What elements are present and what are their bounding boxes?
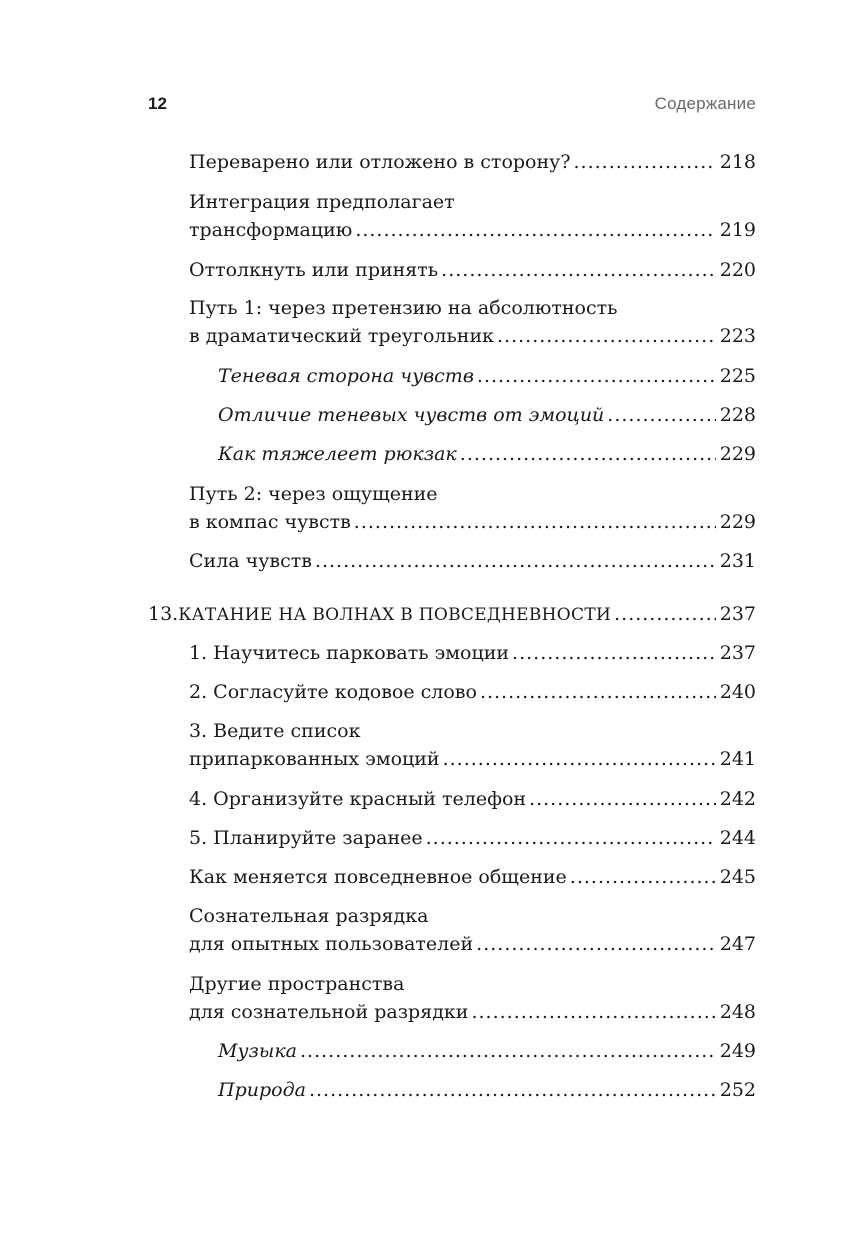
toc-entry — [189, 547, 756, 575]
toc-entry — [189, 902, 756, 958]
toc-entry — [189, 785, 756, 813]
toc-entry-title: 4. Организуйте красный телефон — [189, 788, 527, 810]
dot-leader — [355, 216, 715, 244]
toc-entry — [189, 970, 756, 1026]
toc-page-number: 229 — [719, 511, 756, 533]
dot-leader — [300, 1037, 716, 1065]
toc-chapter-entry — [148, 600, 756, 629]
toc-entry-title: 1. Научитесь парковать эмоции — [189, 642, 510, 664]
toc-entry-title: Оттолкнуть или принять — [189, 259, 439, 281]
toc-subentry — [218, 1076, 756, 1104]
dot-leader — [476, 930, 716, 958]
toc-subentry — [218, 401, 756, 429]
dot-leader — [570, 863, 716, 891]
dot-leader — [574, 148, 716, 176]
dot-leader — [315, 547, 716, 575]
toc-entry-title: Сила чувств — [189, 550, 312, 572]
toc-page-number: 244 — [719, 827, 756, 849]
toc-entry-title-continued: для сознательной разрядки — [189, 1001, 469, 1023]
toc-page-number: 242 — [719, 788, 756, 810]
toc-page-number: 248 — [719, 1001, 756, 1023]
toc-subentry — [218, 440, 756, 468]
toc-entry-title-continued: в компас чувств — [189, 511, 351, 533]
toc-page-number: 249 — [719, 1040, 756, 1062]
toc-page-number: 231 — [719, 550, 756, 572]
toc-entry-title: Сознательная разрядка — [189, 905, 429, 927]
toc-entry — [189, 863, 756, 891]
toc-page-number: 247 — [719, 933, 756, 955]
dot-leader — [512, 639, 716, 667]
toc-entry-title-continued: для опытных пользователей — [189, 933, 474, 955]
toc-entry-title-continued: трансформацию — [189, 219, 353, 241]
toc-entry-title: 5. Планируйте заранее — [189, 827, 423, 849]
toc-page-number: 218 — [719, 151, 756, 173]
dot-leader — [477, 362, 716, 390]
toc-page-number: 237 — [719, 603, 756, 625]
page-number: 12 — [148, 94, 167, 113]
toc-entry-title: Как меняется повседневное общение — [189, 866, 567, 888]
dot-leader — [471, 998, 715, 1026]
dot-leader — [309, 1076, 716, 1104]
toc-entry-title: Музыка — [218, 1040, 297, 1062]
toc-page-number: 223 — [719, 325, 756, 347]
toc-entry — [189, 148, 756, 176]
toc-entry-title: Теневая сторона чувств — [218, 365, 474, 387]
toc-entry — [189, 639, 756, 667]
toc-entry-title-continued: в драматический треугольник — [189, 325, 495, 347]
toc-subentry — [218, 362, 756, 390]
toc-page-number: 252 — [719, 1079, 756, 1101]
toc-page-number: 229 — [719, 443, 756, 465]
dot-leader — [529, 785, 716, 813]
chapter-title: КАТАНИЕ НА ВОЛНАХ В ПОВСЕДНЕВНОСТИ — [178, 605, 612, 625]
dot-leader — [607, 401, 715, 429]
chapter-number: 13. — [148, 603, 179, 625]
toc-page-number: 240 — [719, 681, 756, 703]
toc-entry-title: Интеграция предполагает — [189, 191, 455, 213]
toc-subentry — [218, 1037, 756, 1065]
toc-page-number: 220 — [719, 259, 756, 281]
toc-page-number: 245 — [719, 866, 756, 888]
toc-page-number: 228 — [719, 404, 756, 426]
toc-entry-title-continued: припаркованных эмоций — [189, 748, 440, 770]
toc-page-number: 219 — [719, 219, 756, 241]
toc-entry-title: Другие пространства — [189, 973, 405, 995]
toc-entry-title: Природа — [218, 1079, 306, 1101]
running-head: Содержание — [654, 94, 756, 113]
toc-entry — [189, 824, 756, 852]
toc-entry-title: Отличие теневых чувств от эмоций — [218, 404, 605, 426]
dot-leader — [614, 600, 716, 628]
toc-page-number: 237 — [719, 642, 756, 664]
toc-entry — [189, 480, 756, 536]
dot-leader — [426, 824, 716, 852]
dot-leader — [497, 322, 716, 350]
toc-entry-title: Путь 1: через претензию на абсолютность — [189, 297, 618, 319]
toc-entry-title: 3. Ведите список — [189, 720, 361, 742]
toc-entry — [189, 256, 756, 284]
toc-entry — [189, 717, 756, 773]
toc-entry-title: Как тяжелеет рюкзак — [218, 443, 457, 465]
toc-entry — [189, 188, 756, 244]
toc-entry-title: 2. Согласуйте кодовое слово — [189, 681, 477, 703]
dot-leader — [441, 256, 716, 284]
toc-entry-title: Переварено или отложено в сторону? — [189, 151, 571, 173]
toc-entry — [189, 294, 756, 350]
toc-page-number: 225 — [719, 365, 756, 387]
toc-entry-title: Путь 2: через ощущение — [189, 483, 438, 505]
dot-leader — [460, 440, 716, 468]
dot-leader — [443, 745, 716, 773]
toc-entry — [189, 678, 756, 706]
dot-leader — [354, 508, 716, 536]
dot-leader — [480, 678, 716, 706]
toc-page-number: 241 — [719, 748, 756, 770]
